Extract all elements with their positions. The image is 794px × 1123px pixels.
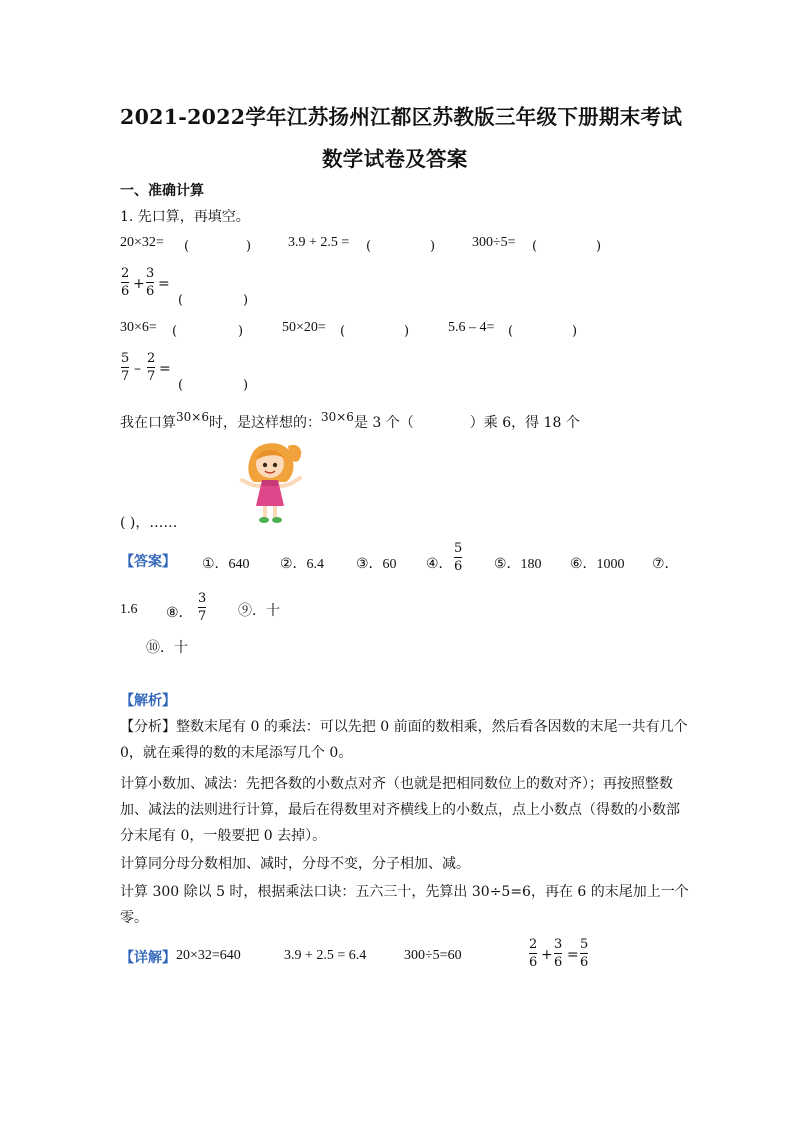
expr-30x6: 30×6= [120, 320, 157, 335]
blank-close: ) [430, 239, 436, 254]
answer-item-10: ⑩．十 [146, 640, 188, 656]
expr-3.9+2.5: 3.9 + 2.5 = [288, 235, 350, 250]
answer-item-9: ⑨．十 [238, 603, 280, 619]
equals-sign: = [158, 276, 170, 292]
blank-close: ) [572, 324, 578, 339]
answer-item-7: ⑦． [652, 557, 679, 572]
blank-close: ) [238, 324, 244, 339]
blank-open: ( [178, 293, 184, 308]
analysis-label: 【解析】 [120, 693, 176, 709]
blank-open: ( [508, 324, 514, 339]
analysis-paragraph: 计算同分母分数相加、减时，分母不变，分子相加、减。 [120, 856, 470, 872]
fraction: 5 6 [454, 541, 463, 574]
blank-close: ) [246, 239, 252, 254]
plus-sign: + [541, 947, 553, 963]
expr-300div5: 300÷5= [472, 235, 516, 250]
expr-20x32: 20×32= [120, 235, 164, 250]
page-title-line2: 数学试卷及答案 [322, 147, 468, 171]
analysis-paragraph: 零。 [120, 910, 148, 926]
answer-item-4: ④． [426, 557, 453, 572]
detail-expr-3: 300÷5=60 [404, 948, 462, 963]
detail-expr-1: 20×32=640 [176, 948, 241, 963]
blank-open: ( [172, 324, 178, 339]
equals-sign: = [567, 947, 579, 963]
detail-expr-2: 3.9 + 2.5 = 6.4 [284, 948, 367, 963]
fraction: 3 6 [554, 937, 563, 970]
analysis-paragraph: 【分析】整数末尾有 0 的乘法：可以先把 0 前面的数相乘，然后看各因数的末尾一共有几个 [120, 719, 688, 735]
answer-item-8: ⑧． [166, 606, 193, 621]
analysis-paragraph: 计算小数加、减法：先把各数的小数点对齐（也就是把相同数位上的数对齐）；再按照整数 [120, 776, 673, 792]
answer-item-3: ③．60 [356, 557, 397, 572]
blank-close: ) [243, 378, 249, 393]
fraction: 3 7 [198, 591, 207, 624]
blank-open: ( [178, 378, 184, 393]
blank-open: ( [184, 239, 190, 254]
question-prompt: 1. 先口算，再填空。 [120, 209, 250, 225]
answer-item-6: ⑥．1000 [570, 557, 625, 572]
fraction: 5 7 [121, 351, 130, 384]
answer-item-2: ②．6.4 [280, 557, 325, 572]
answer-item-7-cont: 1.6 [120, 602, 138, 617]
answer-item-5: ⑤．180 [494, 557, 542, 572]
blank-open: ( [366, 239, 372, 254]
blank-close: ) [596, 239, 602, 254]
blank-close: ) [243, 293, 249, 308]
expr-50x20: 50×20= [282, 320, 326, 335]
think-text: 我在口算30×6时，是这样想的：30×6是 3 个（ ）乘 6，得 18 个 [120, 410, 580, 431]
section-heading: 一、准确计算 [120, 183, 204, 199]
answer-item-1: ①．640 [202, 557, 250, 572]
equals-sign: = [159, 361, 171, 377]
tail-blank: ( )，…… [120, 515, 178, 531]
blank-close: ) [404, 324, 410, 339]
analysis-paragraph: 分末尾有 0，一般要把 0 去掉）。 [120, 828, 327, 844]
fraction: 2 7 [147, 351, 156, 384]
fraction: 5 6 [580, 937, 589, 970]
blank-open: ( [340, 324, 346, 339]
fraction: 2 6 [121, 266, 130, 299]
plus-sign: + [133, 276, 145, 292]
analysis-paragraph: 加、减法的法则进行计算，最后在得数里对齐横线上的小数点，点上小数点（得数的小数部 [120, 802, 680, 818]
minus-sign: – [134, 361, 141, 377]
cartoon-girl-illustration [238, 436, 306, 528]
expr-5.6-4: 5.6 – 4= [448, 320, 495, 335]
analysis-paragraph: 0，就在乘得的数的末尾添写几个 0。 [120, 745, 353, 761]
answer-label: 【答案】 [120, 554, 176, 570]
detail-label: 【详解】 [120, 950, 176, 966]
fraction: 3 6 [146, 266, 155, 299]
analysis-paragraph: 计算 300 除以 5 时，根据乘法口诀：五六三十，先算出 30÷5=6，再在 6 的末尾加上一个 [120, 884, 689, 900]
fraction: 2 6 [529, 937, 538, 970]
page-title-line1: 2021-2022学年江苏扬州江都区苏教版三年级下册期末考试 [120, 105, 683, 129]
blank-open: ( [532, 239, 538, 254]
